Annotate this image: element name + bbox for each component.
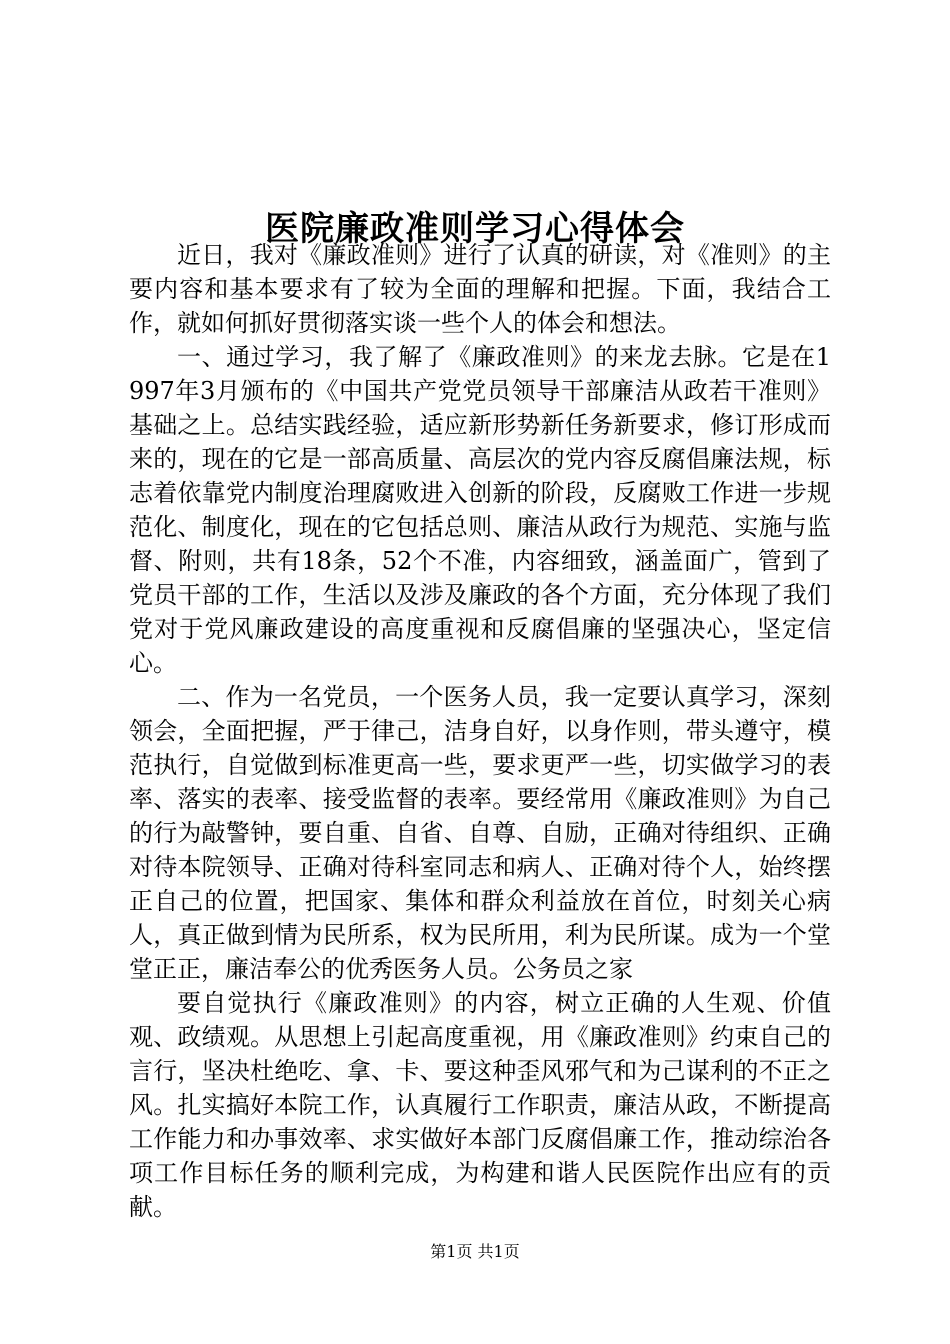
page-footer: 第1页 共1页 <box>430 1242 520 1261</box>
paragraph-section-one: 一、通过学习，我了解了《廉政准则》的来龙去脉。它是在1997年3月颁布的《中国共产党党员领导干部廉洁从政若干准则》基础之上。总结实践经验，适应新形势新任务新要求，修订形成而来的，现在的它是一部高质量、高层次的党内容反腐倡廉法规，标志着依靠党内制度治理腐败进入创新的阶段，反腐败工作进一步规范化、制度化，现在的它包括总则、廉洁从政行为规范、实施与监督、附则，共有18条，52个不准，内容细致，涵盖面广，管到了党员干部的工作，生活以及涉及廉政的各个方面，充分体现了我们党对于党风廉政建设的高度重视和反腐倡廉的坚强决心，坚定信心。 <box>129 343 831 677</box>
paragraph-intro: 近日，我对《廉政准则》进行了认真的研读，对《准则》的主要内容和基本要求有了较为全面的理解和把握。下面，我结合工作，就如何抓好贯彻落实谈一些个人的体会和想法。 <box>129 241 831 337</box>
document-body <box>129 238 831 1224</box>
paragraph-conclusion: 要自觉执行《廉政准则》的内容，树立正确的人生观、价值观、政绩观。从思想上引起高度重视，用《廉政准则》约束自己的言行，坚决杜绝吃、拿、卡、要这种歪风邪气和为己谋利的不正之风。扎实搞好本院工作，认真履行工作职责，廉洁从政，不断提高工作能力和办事效率、求实做好本部门反腐倡廉工作，推动综治各项工作目标任务的顺利完成，为构建和谐人民医院作出应有的贡献。 <box>129 989 831 1221</box>
document-title: 医院廉政准则学习心得体会 <box>265 208 685 249</box>
paragraph-section-two: 二、作为一名党员，一个医务人员，我一定要认真学习，深刻领会，全面把握，严于律己，洁身自好，以身作则，带头遵守，模范执行，自觉做到标准更高一些，要求更严一些，切实做学习的表率、落实的表率、接受监督的表率。要经常用《廉政准则》为自己的行为敲警钟，要自重、自省、自尊、自励，正确对待组织、正确对待本院领导、正确对待科室同志和病人、正确对待个人，始终摆正自己的位置，把国家、集体和群众利益放在首位，时刻关心病人，真正做到情为民所系，权为民所用，利为民所谋。成为一个堂堂正正，廉洁奉公的优秀医务人员。公务员之家 <box>129 683 831 983</box>
